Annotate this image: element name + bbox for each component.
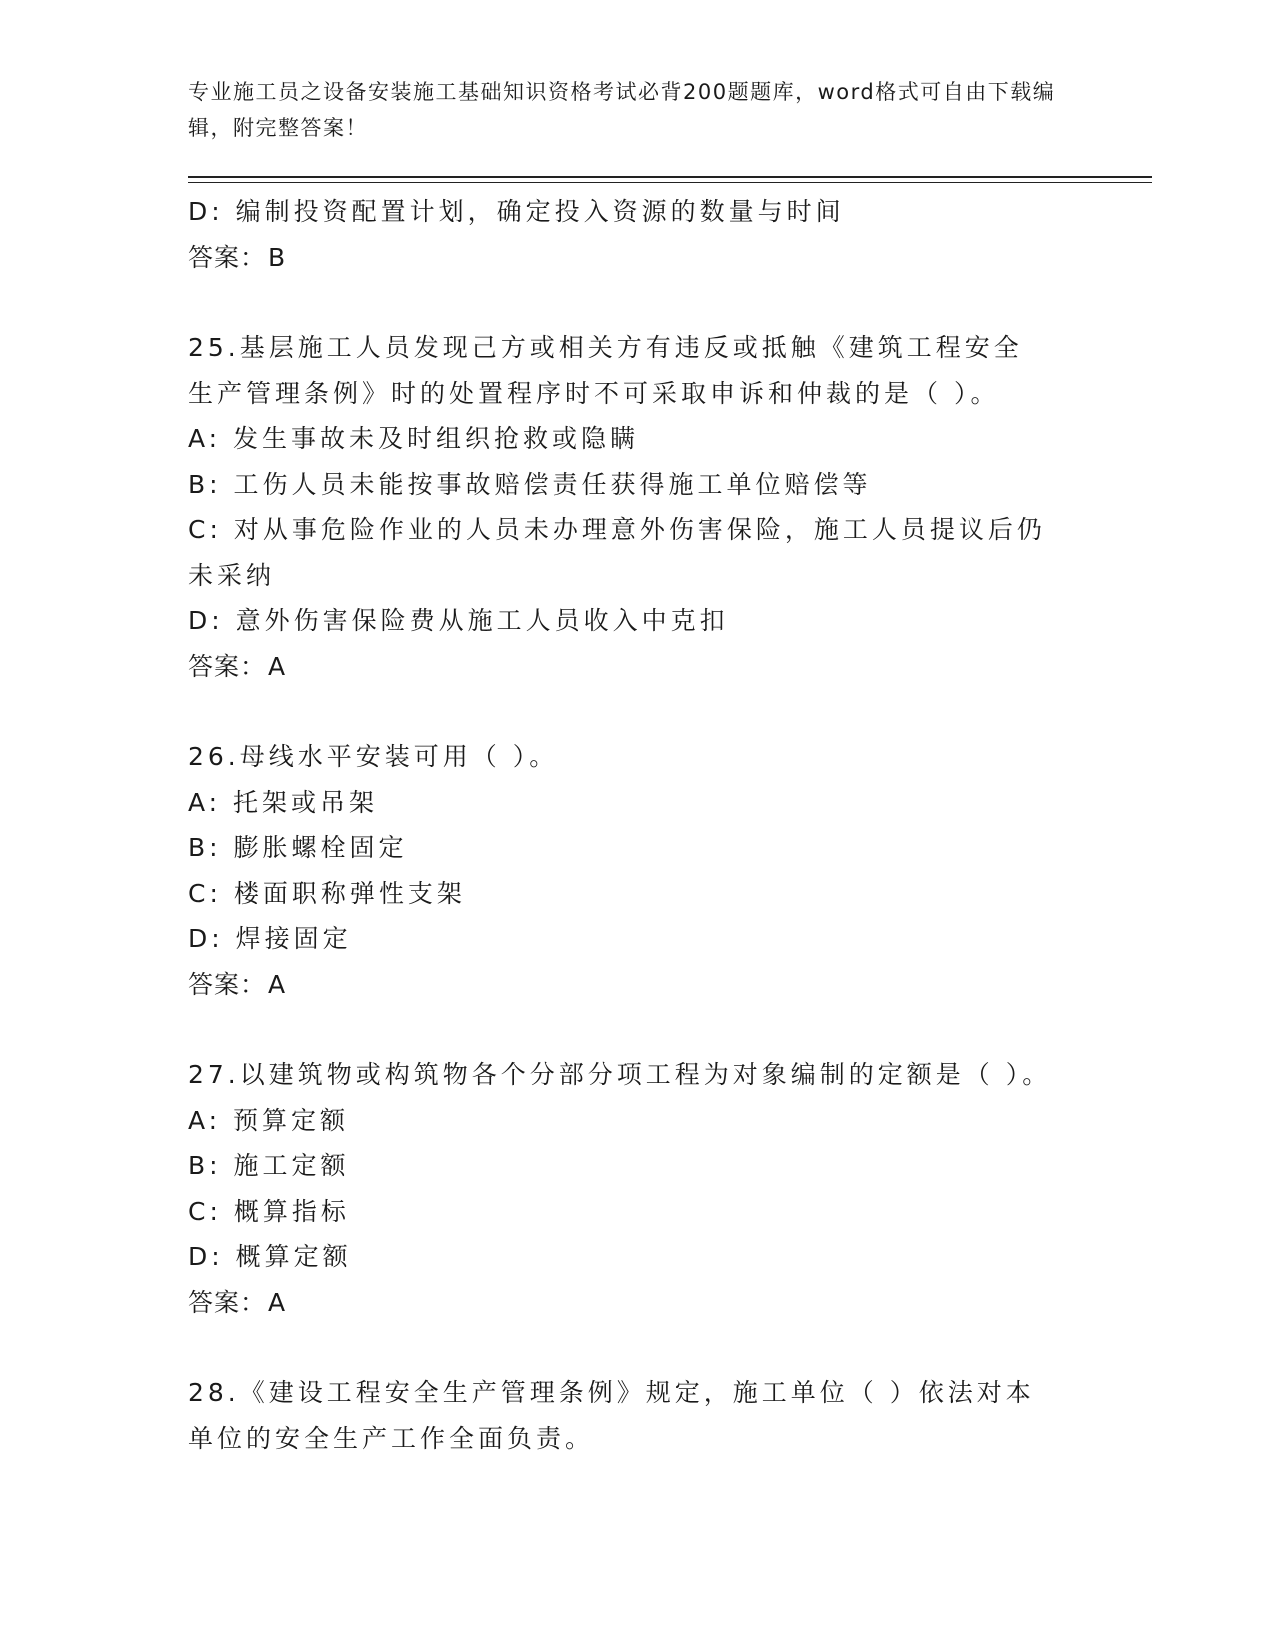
option-a: A: 托架或吊架: [188, 787, 379, 817]
answer-value: A: [268, 1287, 287, 1317]
option-c: C: 对从事危险作业的人员未办理意外伤害保险，施工人员提议后仍未采纳: [188, 515, 1046, 590]
question-title: 27.以建筑物或构筑物各个分部分项工程为对象编制的定额是（ ）。: [188, 1060, 1052, 1089]
answer-value: A: [268, 651, 287, 681]
question-answer: [188, 962, 1088, 1008]
document-body: [188, 189, 1088, 1461]
question-title: 26.母线水平安装可用（ ）。: [188, 742, 559, 771]
header-rule-thin: [188, 182, 1152, 183]
answer-value: A: [268, 969, 287, 999]
answer-label: 答案：: [188, 1287, 267, 1317]
option-c: C: 概算指标: [188, 1196, 350, 1226]
question-answer: [188, 644, 1088, 690]
option-c: C: 楼面职称弹性支架: [188, 878, 466, 908]
option-b: B: 施工定额: [188, 1151, 350, 1180]
question-27: [188, 1052, 1088, 1325]
option-d: D: 焊接固定: [188, 924, 352, 953]
option-a: A: 发生事故未及时组织抢救或隐瞒: [188, 424, 640, 453]
option-a: A: 预算定额: [188, 1105, 350, 1135]
option-d: D: 意外伤害保险费从施工人员收入中克扣: [188, 606, 729, 635]
question-26: [188, 734, 1088, 1007]
prev-question-answer: [188, 235, 1088, 281]
answer-label: 答案：: [188, 242, 267, 272]
header-rule-thick: [188, 176, 1152, 178]
question-25: [188, 325, 1088, 689]
question-title: 28.《建设工程安全生产管理条例》规定，施工单位（ ）依法对本单位的安全生产工作全面负责。: [188, 1378, 1035, 1453]
answer-label: 答案：: [188, 651, 267, 681]
option-b: B: 膨胀螺栓固定: [188, 833, 408, 862]
answer-value: B: [268, 242, 287, 272]
answer-label: 答案：: [188, 969, 267, 999]
option-d: D: 概算定额: [188, 1242, 352, 1271]
document-header: 专业施工员之设备安装施工基础知识资格考试必背200题题库，word格式可自由下载编辑，附完整答案！: [188, 80, 1056, 140]
question-title: 25.基层施工人员发现己方或相关方有违反或抵触《建筑工程安全生产管理条例》时的处置程序时不可采取申诉和仲裁的是（ ）。: [188, 333, 1023, 408]
prev-question-option-d: D: 编制投资配置计划，确定投入资源的数量与时间: [188, 197, 845, 226]
question-answer: [188, 1280, 1088, 1326]
option-b: B: 工伤人员未能按事故赔偿责任获得施工单位赔偿等: [188, 469, 872, 499]
question-28: [188, 1370, 1088, 1461]
